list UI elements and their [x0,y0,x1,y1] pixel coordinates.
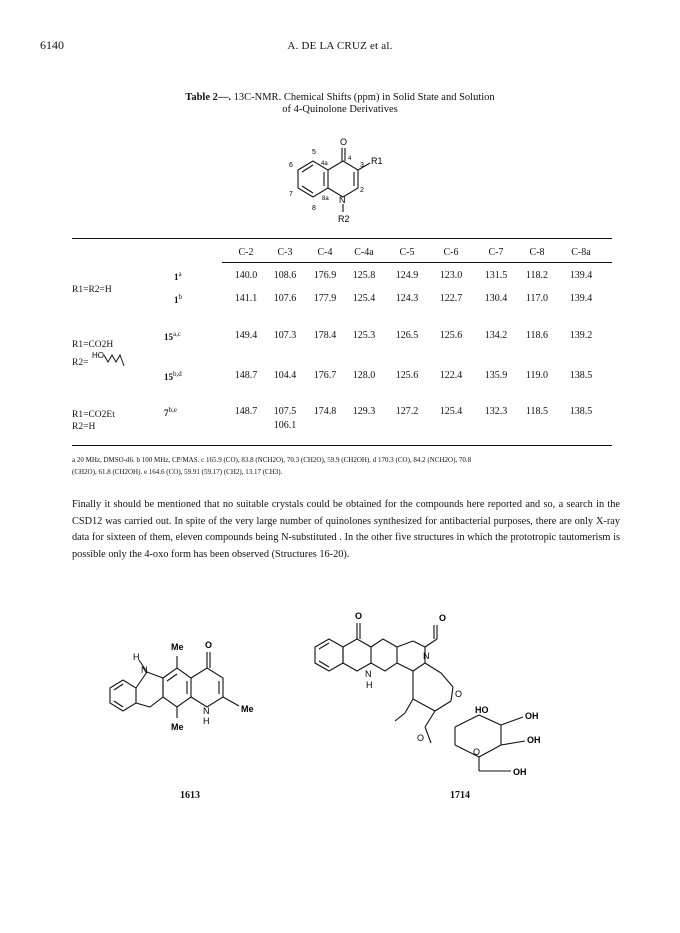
s16-atom-h2: H [203,716,210,726]
table-cell: 125.6 [395,370,419,381]
compound-note: a [178,270,182,278]
table-cell: 108.6 [273,270,297,281]
table-cell: 176.7 [313,370,337,381]
structure-label-8a: 8a [322,196,329,202]
table-cell: 148.7 [234,370,258,381]
page-number: 6140 [40,38,64,52]
column-header-c3: C-3 [277,247,293,258]
compound-number: 1 [174,295,179,305]
table-caption-line2: of 4-Quinolone Derivatives [282,104,398,115]
table-cell: 178.4 [313,330,337,341]
compound-note: b [178,293,182,301]
table-cell: 139.4 [569,270,593,281]
s16-atom-o: O [205,640,213,650]
table-caption-text: 13C-NMR. Chemical Shifts (ppm) in Solid State and Solution [233,92,495,103]
table-cell: 177.9 [313,293,337,304]
compound-number: 15 [164,372,173,382]
table-cell: 138.5 [569,406,593,417]
table-cell: 107.5 [273,406,297,417]
table-cell: 122.7 [439,293,463,304]
compound-note: a,c [173,330,181,338]
s17-atom-o-top: O [355,611,363,621]
structure-label-n: N [339,195,346,205]
table-cell: 123.0 [439,270,463,281]
table-cell: 125.4 [439,406,463,417]
column-header-c6: C-6 [443,247,459,258]
table-cell: 127.2 [395,406,419,417]
structure-label-r1: R1 [371,156,383,166]
group-label-7-r1: R1=CO2Et [72,410,115,420]
running-head: A. DE LA CRUZ et al. [287,40,393,52]
table-caption-label: Table 2—. [185,92,232,103]
table-footnote [72,454,620,478]
s17-atom-h: H [366,680,373,690]
quinolone-structure-diagram [268,130,408,230]
table-cell: 125.8 [352,270,376,281]
table-cell: 132.3 [484,406,508,417]
s17-atom-o-sugar: O [473,747,481,757]
structure-label-4: 4 [348,156,352,162]
s16-atom-h: H [133,652,140,662]
s17-atom-o-lactam: O [439,613,447,623]
group-label-15-r1: R1=CO2H [72,340,114,350]
table-cell: 124.9 [395,270,419,281]
table-cell: 131.5 [484,270,508,281]
structure-label-4a: 4a [321,161,328,167]
table-cell: 118.5 [525,406,549,417]
compound-label-row2 [174,293,182,305]
table-cell: 139.2 [569,330,593,341]
s16-atom-n2: N [203,706,210,716]
table-cell: 130.4 [484,293,508,304]
table-cell: 148.7 [234,406,258,417]
table-bottom-rule [72,445,612,446]
table-cell: 117.0 [525,293,549,304]
structure-16-label: 1613 [180,790,200,801]
table-cell: 126.5 [395,330,419,341]
table-cell: 118.6 [525,330,549,341]
s16-atom-me-bottom: Me [171,722,184,732]
table-cell: 107.3 [273,330,297,341]
table-cell: 174.8 [313,406,337,417]
compound-label-row1 [174,270,182,282]
table-cell: 128.0 [352,370,376,381]
table-cell-extra: 106.1 [273,420,297,431]
structure-label-o: O [340,137,348,147]
fragment-ho-label: HO [92,351,104,360]
table-header-rule [222,262,612,263]
table-top-rule [72,238,612,239]
hydroxyethoxymethyl-fragment [92,350,128,372]
compound-number: 15 [164,332,173,342]
table-cell: 149.4 [234,330,258,341]
compound-label-row4 [164,370,182,382]
table-cell: 134.2 [484,330,508,341]
s17-atom-n2: N [365,669,372,679]
table-cell: 118.2 [525,270,549,281]
s16-atom-n1: N [141,665,148,675]
table-cell: 176.9 [313,270,337,281]
structure-16-diagram [95,630,295,740]
compound-number: 1 [174,272,179,282]
structure-label-3: 3 [360,162,364,169]
column-header-c4a: C-4a [354,247,374,258]
s17-atom-oh1: OH [525,711,539,721]
compound-label-row5 [164,406,177,418]
table-cell: 140.0 [234,270,258,281]
s17-atom-ho: HO [475,705,489,715]
table-cell: 104.4 [273,370,297,381]
s17-atom-o-ring: O [455,689,463,699]
structure-label-r2: R2 [338,214,350,224]
structure-17-label: 1714 [450,790,470,801]
compound-note: b,e [168,406,177,414]
group-label-1: R1=R2=H [72,285,112,295]
s16-atom-me-right: Me [241,704,254,714]
column-header-c5: C-5 [399,247,415,258]
table-cell: 138.5 [569,370,593,381]
column-header-c8a: C-8a [571,247,591,258]
s17-atom-o-gly: O [417,733,425,743]
footnote-line1: a 20 MHz, DMSO-d6. b 100 MHz, CP/MAS. c 165.9 (CO), 83.8 (NCH2O), 70.3 (CH2O), 59.9 (CH2OH). d 170.3 (CO), 84.2 (NCH2O), 70.8 [72,456,472,464]
s16-atom-me-top: Me [171,642,184,652]
footnote-line2: (CH2O), 61.8 (CH2OH). e 164.6 (CO), 59.91 (59.17) (CH2), 13.17 (CH3). [72,468,283,476]
structure-label-5: 5 [312,149,316,156]
structure-label-6: 6 [289,162,293,169]
structure-label-2: 2 [360,187,364,194]
structure-17-diagram [305,595,595,785]
column-header-c7: C-7 [488,247,504,258]
compound-label-row3 [164,330,181,342]
table-cell: 125.4 [352,293,376,304]
table-caption [110,92,570,116]
column-header-c2: C-2 [238,247,254,258]
body-paragraph: Finally it should be mentioned that no suitable crystals could be obtained for the compounds here reported and so, a search in the CSD12 was carried out. In spite of the very large number of quinolones synthesized for antibacterial purposes, there are only X-ray data for sixteen of them, eleven compounds being N-substituted . In the other five structures in which the prototropic tautomerism is possible only the 4-oxo form has been observed (Structures 16-20). [72,499,620,560]
table-cell: 125.6 [439,330,463,341]
structure-label-7: 7 [289,191,293,198]
table-cell: 135.9 [484,370,508,381]
table-cell: 107.6 [273,293,297,304]
table-cell: 141.1 [234,293,258,304]
s17-atom-oh3: OH [513,767,527,777]
column-header-c8: C-8 [529,247,545,258]
structure-label-8: 8 [312,205,316,212]
s17-atom-n1: N [423,651,430,661]
column-header-c4: C-4 [317,247,333,258]
s17-atom-oh2: OH [527,735,541,745]
table-cell: 122.4 [439,370,463,381]
table-cell: 129.3 [352,406,376,417]
compound-note: b,d [173,370,182,378]
table-cell: 125.3 [352,330,376,341]
compound-number: 7 [164,408,169,418]
group-label-15-r2: R2= [72,358,89,368]
table-cell: 119.0 [525,370,549,381]
group-label-7-r2: R2=H [72,422,96,432]
table-cell: 139.4 [569,293,593,304]
table-cell: 124.3 [395,293,419,304]
